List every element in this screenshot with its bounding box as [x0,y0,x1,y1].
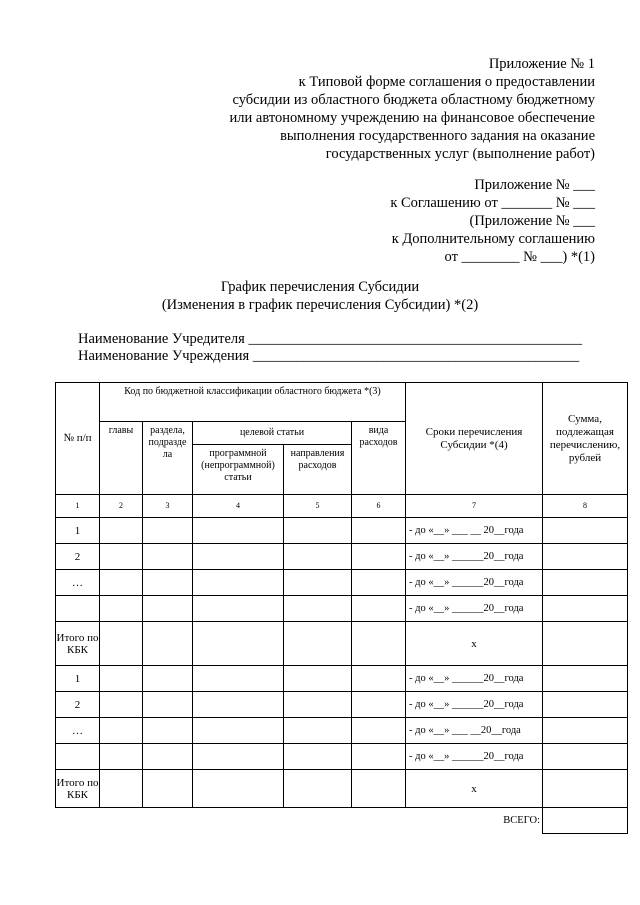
subtotal-row [56,622,628,666]
appendix-2-line: Приложение № ___ [474,177,595,193]
amount-cell [543,596,628,622]
subsidy-schedule-table [55,382,628,834]
column-number: 5 [284,495,352,518]
column-number: 8 [543,495,628,518]
row-number [56,744,100,770]
subtotal-row [56,770,628,808]
column-number: 2 [100,495,143,518]
appendix-1-line: субсидии из областного бюджета областному бюджетному [232,92,595,108]
column-number: 4 [193,495,284,518]
header-razdel: раздела, подразде ла [143,422,193,495]
row-number: … [56,570,100,596]
amount-cell [543,692,628,718]
grand-total-cell [543,808,628,834]
subtotal-x-mark: x [406,622,543,666]
column-number: 7 [406,495,543,518]
header-kbk: Код по бюджетной классификации областного бюджета *(3) [100,383,406,422]
appendix-1-header [230,55,595,163]
appendix-1-line: Приложение № 1 [488,56,595,72]
amount-cell [543,622,628,666]
row-number: 1 [56,666,100,692]
transfer-term: - до «__» ______20__года [406,666,543,692]
header-amount: Сумма, подлежащая перечислению, рублей [543,383,628,495]
document-subtitle: (Изменения в график перечисления Субсидии) *(2) [161,297,479,313]
amount-cell [543,518,628,544]
header-program: программной (непрограммной) статьи [193,445,284,495]
header-vid: вида расходов [352,422,406,495]
subtotal-x-mark: x [406,770,543,808]
header-celevoy: целевой статьи [193,422,352,445]
appendix-2-line: к Дополнительному соглашению [391,231,595,247]
amount-cell [543,718,628,744]
total-row [56,808,628,834]
transfer-term: - до «__» ______20__года [406,744,543,770]
appendix-2-header [390,176,595,266]
table-row [56,718,628,744]
table-row [56,596,628,622]
grand-total-label: ВСЕГО: [503,814,540,826]
column-number: 6 [352,495,406,518]
appendix-2-line: (Приложение № ___ [469,213,595,229]
transfer-term: - до «__» ___ __ 20__года [406,518,543,544]
table-row [56,570,628,596]
row-number: … [56,718,100,744]
appendix-2-line: от ________ № ___) *(1) [444,249,595,265]
amount-cell [543,770,628,808]
appendix-1-line: государственных услуг (выполнение работ) [325,146,595,162]
column-number: 3 [143,495,193,518]
table-row [56,692,628,718]
column-number: 1 [56,495,100,518]
appendix-1-line: выполнения государственного задания на оказание [280,128,595,144]
amount-cell [543,544,628,570]
transfer-term: - до «__» ___ __20__года [406,718,543,744]
table-row [56,666,628,692]
subtotal-label: Итого по КБК [56,770,100,808]
document-title: График перечисления Субсидии [220,279,420,295]
row-number [56,596,100,622]
institution-name-line: Наименование Учреждения _____________________________________________ [78,348,580,364]
subtotal-label: Итого по КБК [56,622,100,666]
appendix-1-line: к Типовой форме соглашения о предоставлении [298,74,595,90]
appendix-1-line: или автономному учреждению на финансовое обеспечение [229,110,595,126]
header-no: № п/п [56,383,100,495]
amount-cell [543,570,628,596]
header-glavy: главы [100,422,143,495]
row-number: 1 [56,518,100,544]
transfer-term: - до «__» ______20__года [406,544,543,570]
table-row [56,518,628,544]
amount-cell [543,666,628,692]
header-terms: Сроки перечисления Субсидии *(4) [406,383,543,495]
header-napravl: направления расходов [284,445,352,495]
transfer-term: - до «__» ______20__года [406,596,543,622]
row-number: 2 [56,692,100,718]
table-row [56,544,628,570]
transfer-term: - до «__» ______20__года [406,692,543,718]
appendix-2-line: к Соглашению от _______ № ___ [390,195,595,211]
transfer-term: - до «__» ______20__года [406,570,543,596]
table-row [56,744,628,770]
amount-cell [543,744,628,770]
row-number: 2 [56,544,100,570]
founder-name-line: Наименование Учредителя ______________________________________________ [78,331,582,347]
